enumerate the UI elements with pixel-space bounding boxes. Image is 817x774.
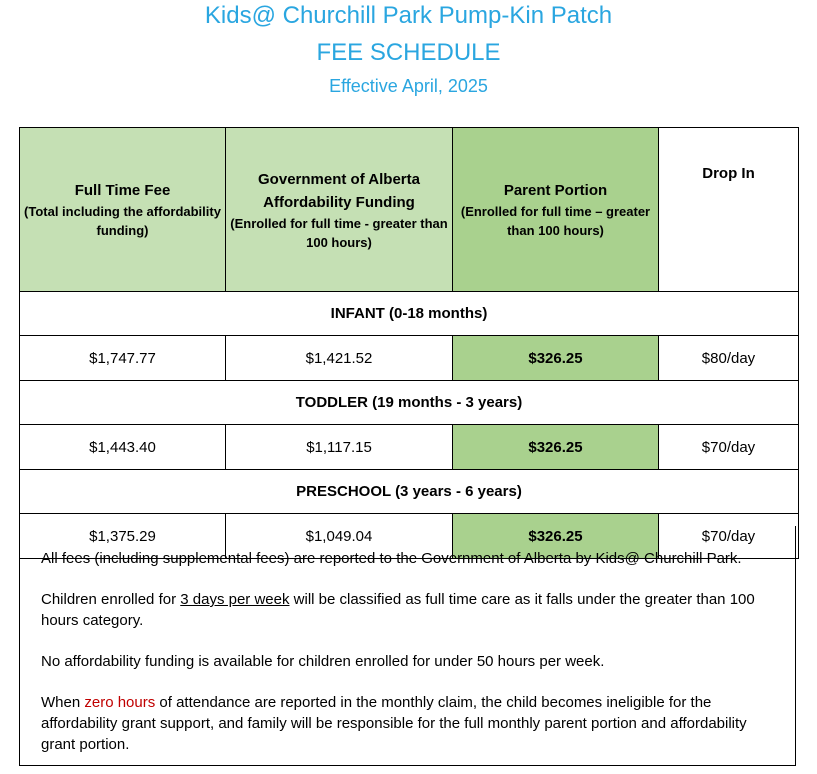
section-row-preschool bbox=[20, 470, 799, 514]
note-text: of attendance are reported in the monthly claim, the child becomes ineligible for the affordability grant support, and family will be responsible for the full monthly parent portion and affordability grant portion. bbox=[41, 694, 747, 753]
note-text: No affordability funding is available for children enrolled for under 50 hours per week. bbox=[41, 653, 605, 670]
full-time-fee-cell: $1,375.29 bbox=[20, 514, 226, 559]
gov-funding-cell: $1,049.04 bbox=[226, 514, 453, 559]
header-drop-in bbox=[659, 128, 799, 292]
notes-box bbox=[19, 526, 796, 766]
header-main: Drop In bbox=[702, 165, 755, 182]
gov-funding-cell: $1,421.52 bbox=[226, 336, 453, 381]
header-main: Full Time Fee bbox=[74, 182, 171, 199]
section-label: PRESCHOOL (3 years - 6 years) bbox=[20, 470, 799, 514]
drop-in-cell: $70/day bbox=[659, 514, 799, 559]
document-title: Kids@ Churchill Park Pump-Kin Patch bbox=[204, 2, 613, 29]
full-time-fee-cell: $1,443.40 bbox=[20, 425, 226, 470]
note-zero-hours bbox=[41, 692, 775, 755]
note-funding-eligibility bbox=[41, 651, 775, 672]
section-row-toddler bbox=[20, 381, 799, 425]
header-full-time-fee bbox=[20, 128, 226, 292]
note-text: will be classified as full time care as it falls under the greater than 100 hours category. bbox=[41, 591, 755, 629]
note-reporting bbox=[41, 548, 775, 569]
note-text: Children enrolled for bbox=[41, 591, 181, 608]
header-sub: (Enrolled for full time - greater than 100 hours) bbox=[230, 215, 448, 250]
note-underlined-text: 3 days per week bbox=[180, 591, 290, 608]
table-row bbox=[20, 425, 799, 470]
table-header-row bbox=[20, 128, 799, 292]
note-text: When bbox=[41, 694, 85, 711]
header-parent-portion bbox=[453, 128, 659, 292]
drop-in-cell: $80/day bbox=[659, 336, 799, 381]
section-row-infant bbox=[20, 292, 799, 336]
header-main: Government of Alberta Affordability Funding bbox=[258, 170, 420, 211]
parent-portion-cell: $326.25 bbox=[453, 336, 659, 381]
header-gov-funding bbox=[226, 128, 453, 292]
note-full-time-classification bbox=[41, 589, 775, 631]
section-label: TODDLER (19 months - 3 years) bbox=[20, 381, 799, 425]
header-sub: (Total including the affordability funding) bbox=[24, 204, 221, 238]
note-text: All fees (including supplemental fees) are reported to the Government of Alberta by Kids@ Churchill Park. bbox=[41, 550, 742, 567]
note-highlight-text: zero hours bbox=[84, 694, 156, 711]
header-sub: (Enrolled for full time – greater than 100 hours) bbox=[460, 204, 651, 238]
section-label: INFANT (0-18 months) bbox=[20, 292, 799, 336]
parent-portion-cell: $326.25 bbox=[453, 514, 659, 559]
table-row bbox=[20, 336, 799, 381]
header-main: Parent Portion bbox=[503, 182, 608, 199]
document-subtitle: FEE SCHEDULE bbox=[316, 39, 501, 66]
full-time-fee-cell: $1,747.77 bbox=[20, 336, 226, 381]
drop-in-cell: $70/day bbox=[659, 425, 799, 470]
fee-table bbox=[19, 127, 799, 559]
parent-portion-cell: $326.25 bbox=[453, 425, 659, 470]
gov-funding-cell: $1,117.15 bbox=[226, 425, 453, 470]
effective-date: Effective April, 2025 bbox=[329, 76, 488, 96]
